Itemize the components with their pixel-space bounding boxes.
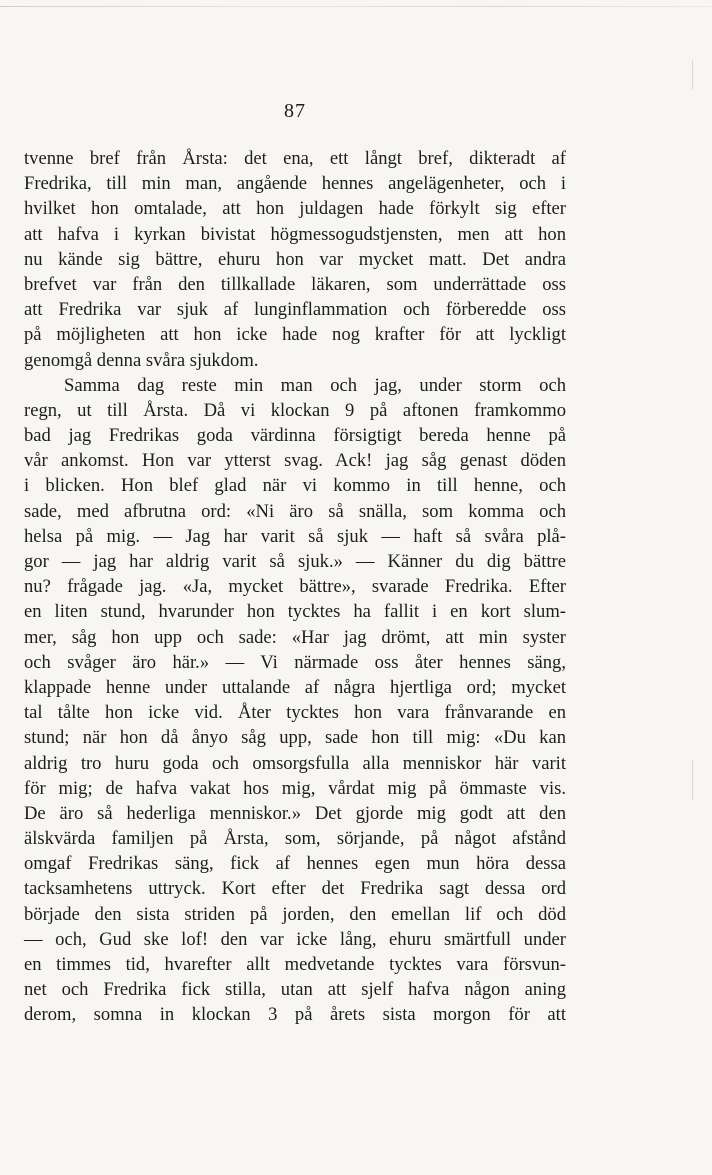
page-top-edge [0, 6, 712, 7]
text-line: helsa på mig. — Jag har varit så sjuk — haft så svåra plå- [24, 525, 566, 547]
text-line: omgaf Fredrikas säng, fick af hennes egen mun höra dessa [24, 853, 566, 875]
scan-edge-mark [692, 760, 693, 800]
text-line: att hafva i kyrkan bivistat högmessogudstjensten, men att hon [24, 223, 566, 245]
text-line: tvenne bref från Årsta: det ena, ett långt bref, dikteradt af [24, 148, 566, 169]
text-line: net och Fredrika fick stilla, utan att sjelf hafva någon aning [24, 979, 566, 1001]
text-line: brefvet var från den tillkallade läkaren, som underrättade oss [24, 273, 566, 295]
text-line: derom, somna in klockan 3 på årets sista morgon för att [24, 1004, 566, 1026]
text-line: i blicken. Hon blef glad när vi kommo in till henne, och [24, 475, 566, 497]
text-line: för mig; de hafva vakat hos mig, vårdat mig på ömmaste vis. [24, 777, 566, 799]
text-line: klappade henne under uttalande af några hjertliga ord; mycket [24, 676, 566, 698]
text-line: stund; när hon då ånyo såg upp, sade hon till mig: «Du kan [24, 727, 566, 749]
text-line: älskvärda familjen på Årsta, som, sörjande, på något afstånd [24, 828, 566, 850]
text-line: sade, med afbrutna ord: «Ni äro så snälla, som komma och [24, 500, 566, 522]
text-line: började den sista striden på jorden, den emellan lif och död [24, 903, 566, 925]
text-line: De äro så hederliga menniskor.» Det gjorde mig godt att den [24, 802, 566, 824]
page-number: 87 [284, 100, 306, 122]
text-line: genomgå denna svåra sjukdom. [24, 349, 259, 371]
text-line: hvilket hon omtalade, att hon juldagen hade förkylt sig efter [24, 198, 566, 220]
body-text [24, 146, 566, 1028]
text-line: tacksamhetens uttryck. Kort efter det Fredrika sagt dessa ord [24, 878, 566, 900]
scan-edge-mark [692, 60, 693, 90]
text-line: nu kände sig bättre, ehuru hon var mycket matt. Det andra [24, 248, 566, 270]
text-line: bad jag Fredrikas goda värdinna försigtigt bereda henne på [24, 425, 566, 447]
text-line: regn, ut till Årsta. Då vi klockan 9 på aftonen framkommo [24, 399, 566, 421]
text-line: aldrig tro huru goda och omsorgsfulla alla menniskor här varit [24, 752, 566, 774]
text-line: nu? frågade jag. «Ja, mycket bättre», svarade Fredrika. Efter [24, 576, 566, 598]
text-line: mer, såg hon upp och sade: «Har jag drömt, att min syster [24, 626, 566, 648]
text-line: — och, Gud ske lof! den var icke lång, ehuru smärtfull under [24, 928, 566, 950]
text-line: vår ankomst. Hon var ytterst svag. Ack! jag såg genast döden [24, 450, 566, 472]
text-line: att Fredrika var sjuk af lunginflammation och förberedde oss [24, 299, 566, 321]
text-line: tal tålte hon icke vid. Åter tycktes hon vara frånvarande en [24, 702, 566, 724]
text-line: en timmes tid, hvarefter allt medvetande tycktes vara försvun- [24, 954, 566, 975]
text-line: och svåger äro här.» — Vi närmade oss åter hennes säng, [24, 651, 566, 673]
text-line: en liten stund, hvarunder hon tycktes ha fallit i en kort slum- [24, 601, 566, 623]
text-line: Samma dag reste min man och jag, under storm och [64, 374, 566, 396]
text-line: på möjligheten att hon icke hade nog krafter för att lyckligt [24, 324, 566, 346]
text-line: gor — jag har aldrig varit så sjuk.» — Känner du dig bättre [24, 551, 566, 572]
text-line: Fredrika, till min man, angående hennes angelägenheter, och i [24, 173, 566, 195]
